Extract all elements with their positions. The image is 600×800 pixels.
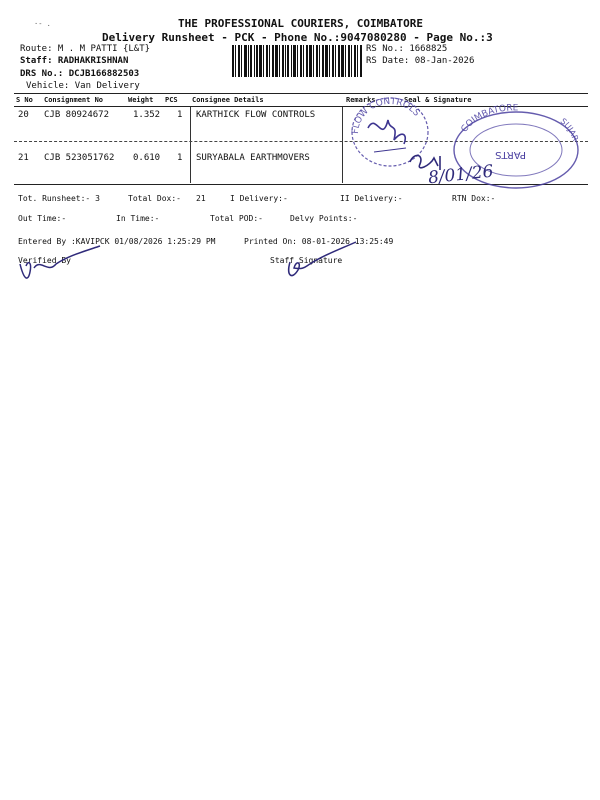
row-20-weight: 1.352 xyxy=(133,110,161,120)
svg-text:COIMBATORE xyxy=(460,104,519,134)
col-consignee: Consignee Details xyxy=(192,96,264,104)
out-time: Out Time:- xyxy=(18,214,67,223)
drs-line: DRS No.: DCJB166882503 xyxy=(20,69,140,79)
staff-line: Staff: RADHAKRISHNAN xyxy=(20,56,129,66)
staff-signature xyxy=(282,240,362,284)
route-line: Route: M . M PATTI {L&T} xyxy=(20,44,151,54)
verified-by-label: Verified By xyxy=(18,256,71,265)
stamp-2-right-text: SUJAR xyxy=(558,116,580,143)
row-20-sno: 20 xyxy=(18,110,29,120)
col-pcs: PCS xyxy=(165,96,178,104)
row-20-pcs: 1 xyxy=(177,110,183,120)
total-pod: Total POD:- xyxy=(210,214,263,223)
delvy-points: Delvy Points:- xyxy=(290,214,358,223)
row-21-consignee: SURYABALA EARTHMOVERS xyxy=(196,153,310,163)
stamp-1-text: FLOW CONTROLS xyxy=(350,96,422,135)
col-seal: Seal & Signature xyxy=(404,96,472,104)
col-weight: Weight xyxy=(128,96,154,104)
runsheet-subtitle: Delivery Runsheet - PCK - Phone No.:9047080280 - Page No.:3 xyxy=(102,31,493,44)
barcode-image xyxy=(232,45,362,77)
printed-on: Printed On: 08-01-2026 13:25:49 xyxy=(244,237,394,246)
table-top-rule xyxy=(14,93,588,94)
svg-text:SUJAR xyxy=(559,117,580,143)
row-20-consignment: CJB 80924672 xyxy=(44,110,110,120)
stamp-2-mid-text: PARTS xyxy=(495,149,526,160)
vehicle-line: Vehicle: Van Delivery xyxy=(26,81,140,91)
rs-number: RS No.: 1668825 xyxy=(366,44,448,54)
total-dox-label: Total Dox:- xyxy=(128,194,181,203)
stamp-2-top-text: COIMBATORE xyxy=(459,104,519,135)
svg-text:FLOW CONTROLS xyxy=(351,97,422,134)
row-20-consignee: KARTHICK FLOW CONTROLS xyxy=(196,110,316,120)
col-divider-remarks xyxy=(342,107,343,183)
row-21-consignment: CJB 523051762 xyxy=(44,153,115,163)
ii-delivery: II Delivery:- xyxy=(340,194,403,203)
col-divider-consignee xyxy=(190,107,191,183)
verified-signature xyxy=(16,244,106,284)
col-consignment: Consignment No xyxy=(44,96,104,104)
total-dox-value: 21 xyxy=(196,194,206,203)
in-time: In Time:- xyxy=(116,214,160,223)
row-21-weight: 0.610 xyxy=(133,153,161,163)
scan-speck: ·- . xyxy=(34,20,51,28)
col-remarks: Remarks xyxy=(346,96,376,104)
row-21-sno: 21 xyxy=(18,153,29,163)
col-sno: S No xyxy=(16,96,33,104)
handwritten-date: 8/01/26 xyxy=(427,161,495,189)
total-runsheet: Tot. Runsheet:- 3 xyxy=(18,194,100,203)
rs-date: RS Date: 08-Jan-2026 xyxy=(366,56,475,66)
rtn-dox: RTN Dox:- xyxy=(452,194,496,203)
entered-by: Entered By :KAVIPCK 01/08/2026 1:25:29 PM xyxy=(18,237,216,246)
company-title: THE PROFESSIONAL COURIERS, COIMBATORE xyxy=(178,17,424,30)
row-21-pcs: 1 xyxy=(177,153,183,163)
i-delivery: I Delivery:- xyxy=(230,194,288,203)
staff-signature-label: Staff Signature xyxy=(270,256,343,265)
